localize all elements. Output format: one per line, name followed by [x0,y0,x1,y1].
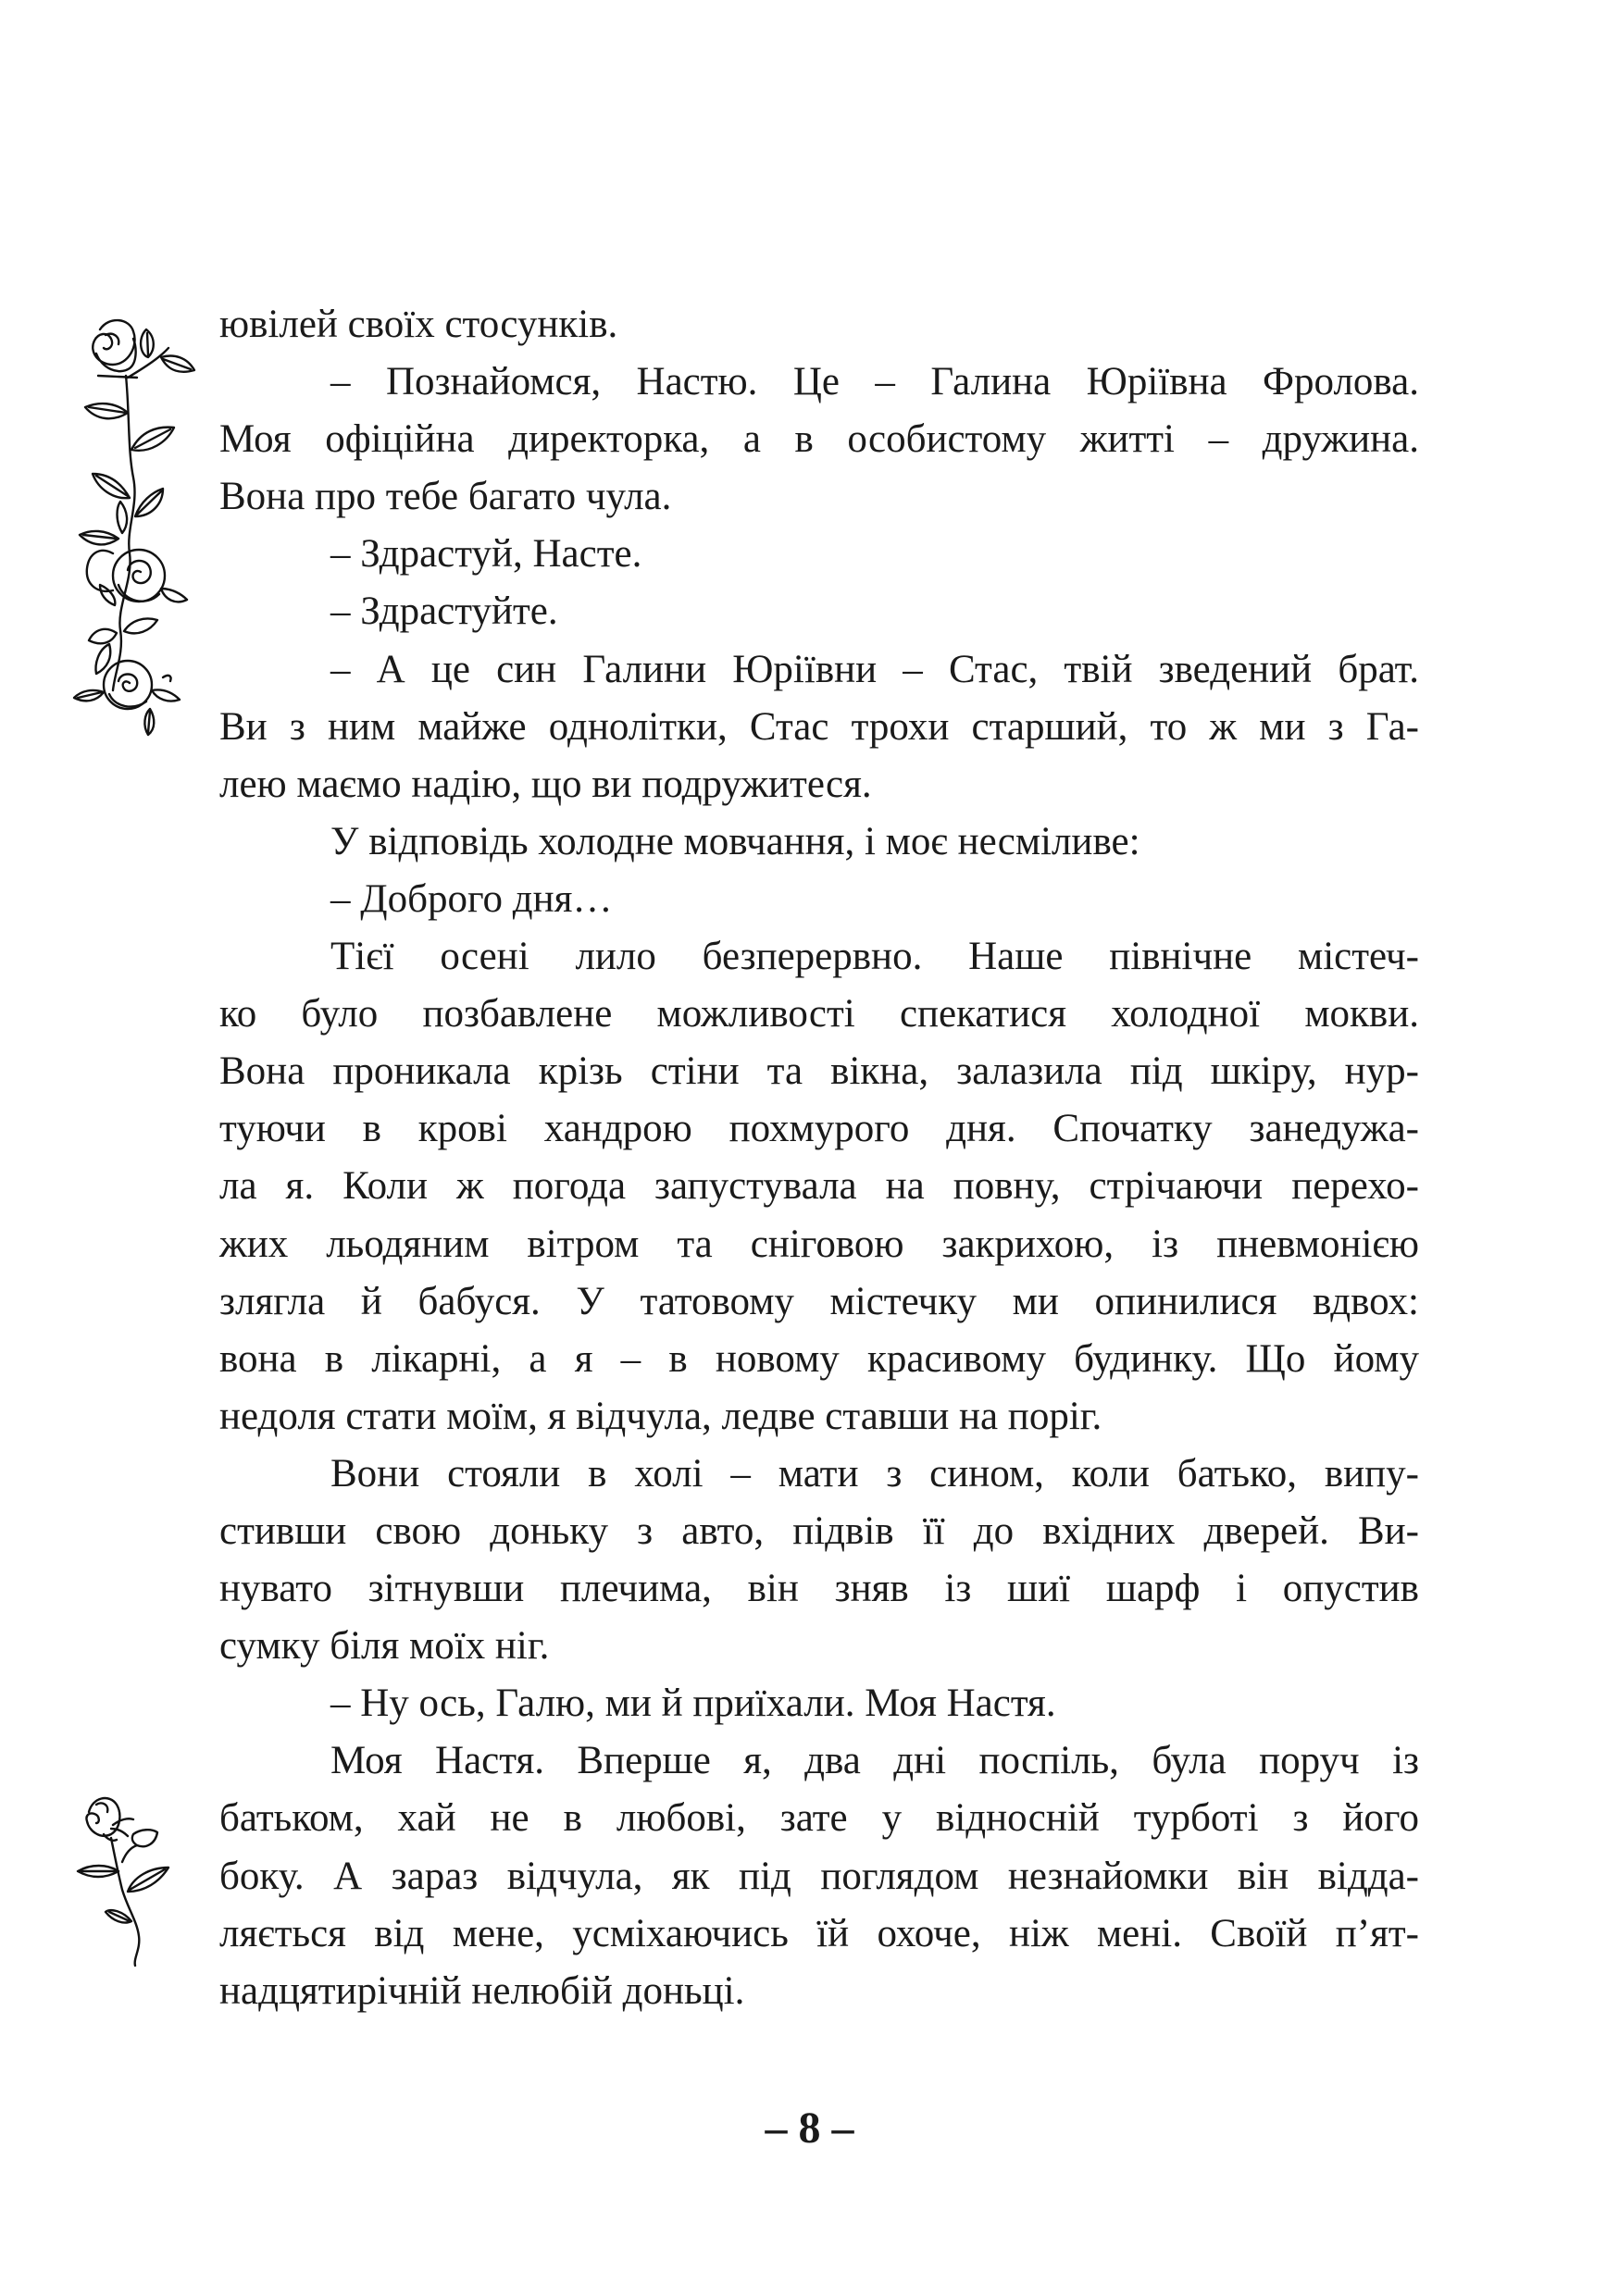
text-line: боку. А зараз відчула, як під поглядом незнайомки він відда- [219,1854,1419,1898]
body-text [219,296,1419,2020]
text-line: ювілей своїх стосунків. [219,303,618,346]
text-line: – Познайомся, Настю. Це – Галина Юріївна Фролова. [330,360,1419,404]
text-line: – Ну ось, Галю, ми й приїхали. Моя Настя. [330,1682,1056,1726]
text-line: – Доброго дня… [330,876,613,921]
text-line: злягла й бабуся. У татовому містечку ми опинилися вдвох: [219,1279,1419,1323]
text-line: Вона про тебе багато чула. [219,475,672,519]
text-line: недоля стати моїм, я відчула, ледве ставши на поріг. [219,1394,1102,1438]
text-line: стивши свою доньку з авто, підвів її до вхідних дверей. Ви- [219,1508,1419,1553]
text-line: лею маємо надію, що ви подружитеся. [219,762,872,806]
text-line: Моя Настя. Вперше я, два дні поспіль, була поруч із [330,1739,1419,1783]
text-line: – А це син Галини Юріївни – Стас, твій зведений брат. [330,647,1419,691]
text-line: – Здрастуй, Насте. [330,532,642,577]
text-line: Вони стояли в холі – мати з сином, коли батько, випу- [330,1451,1419,1496]
text-line: Вона проникала крізь стіни та вікна, залазила під шкіру, нур- [219,1049,1419,1094]
text-line: жих льодяним вітром та сніговою закрихою, із пневмонією [219,1222,1419,1266]
rose-sprig-icon [76,1792,178,1967]
rose-vine-icon [72,311,202,737]
text-line: нувато зітнувши плечима, він зняв із шиї шарф і опустив [219,1567,1419,1611]
text-line: ляється від мене, усміхаючись їй охоче, ніж мені. Своїй п’ят- [219,1911,1419,1955]
text-line: ла я. Коли ж погода запустувала на повну, стрічаючи перехо- [219,1164,1419,1209]
text-line: – Здрастуйте. [330,590,558,634]
text-line: батьком, хай не в любові, зате у відносній турботі з його [219,1796,1419,1841]
text-line: надцятирічній нелюбій доньці. [219,1968,745,2013]
text-line: Ви з ним майже однолітки, Стас трохи старший, то ж ми з Га- [219,704,1419,749]
text-line: вона в лікарні, а я – в новому красивому будинку. Що йому [219,1336,1419,1381]
text-line: Тієї осені лило безперервно. Наше північне містеч- [330,935,1419,979]
text-line: ко було позбавлене можливості спекатися холодної мокви. [219,992,1419,1036]
text-line: Моя офіційна директорка, а в особистому житті – дружина. [219,417,1419,462]
text-line: туючи в крові хандрою похмурого дня. Спочатку занедужа- [219,1107,1419,1151]
text-line: сумку біля моїх ніг. [219,1624,550,1669]
text-line: У відповідь холодне мовчання, і моє несміливе: [330,819,1140,863]
page-number: – 8 – [765,2104,854,2153]
